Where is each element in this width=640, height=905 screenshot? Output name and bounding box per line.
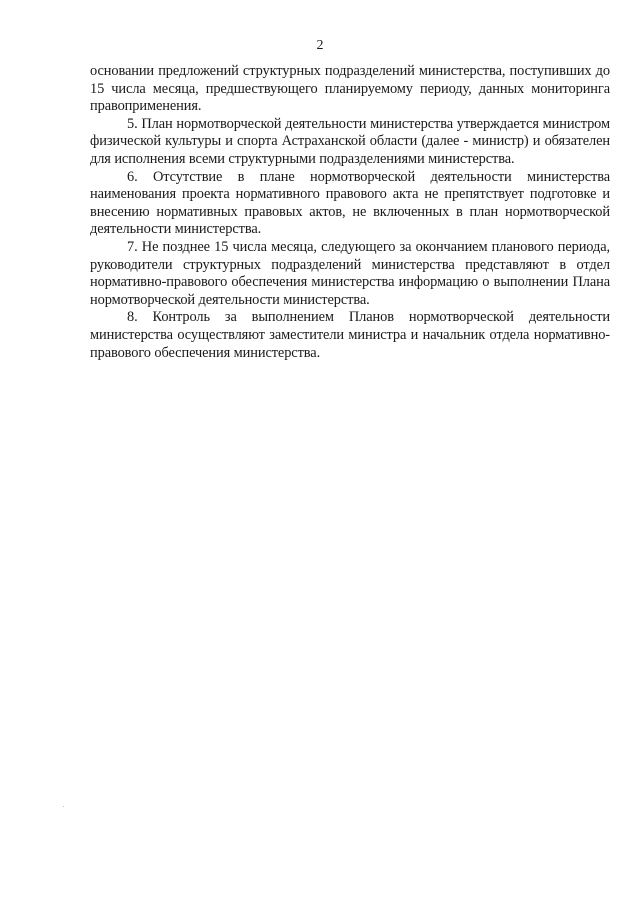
paragraph-continuation: основании предложений структурных подразделений министерства, поступивших до 15 числа месяца, предшествующего планируемому периоду, данных мониторинга правоприменения. — [90, 63, 610, 115]
scan-speck — [63, 806, 64, 807]
page-number: 2 — [316, 38, 324, 53]
paragraph-item-5: 5. План нормотворческой деятельности министерства утверждается министром физической культуры и спорта Астраханской области (далее - министр) и обязателен для исполнения всеми структурными подразделениями министерства. — [90, 115, 610, 167]
paragraph-item-7: 7. Не позднее 15 числа месяца, следующего за окончанием планового периода, руководители структурных подразделений министерства представляют в отдел нормативно-правового обеспечения министерства информацию о выполнении Плана нормотворческой деятельности министерства. — [90, 238, 610, 308]
document-body — [90, 63, 610, 362]
paragraph-item-8: 8. Контроль за выполнением Планов нормотворческой деятельности министерства осуществляют заместители министра и начальник отдела нормативно-правового обеспечения министерства. — [90, 309, 610, 361]
paragraph-item-6: 6. Отсутствие в плане нормотворческой деятельности министерства наименования проекта нормативного правового акта не препятствует подготовке и внесению нормативных правовых актов, не включенных в план нормотворческой деятельности министерства. — [90, 168, 610, 238]
